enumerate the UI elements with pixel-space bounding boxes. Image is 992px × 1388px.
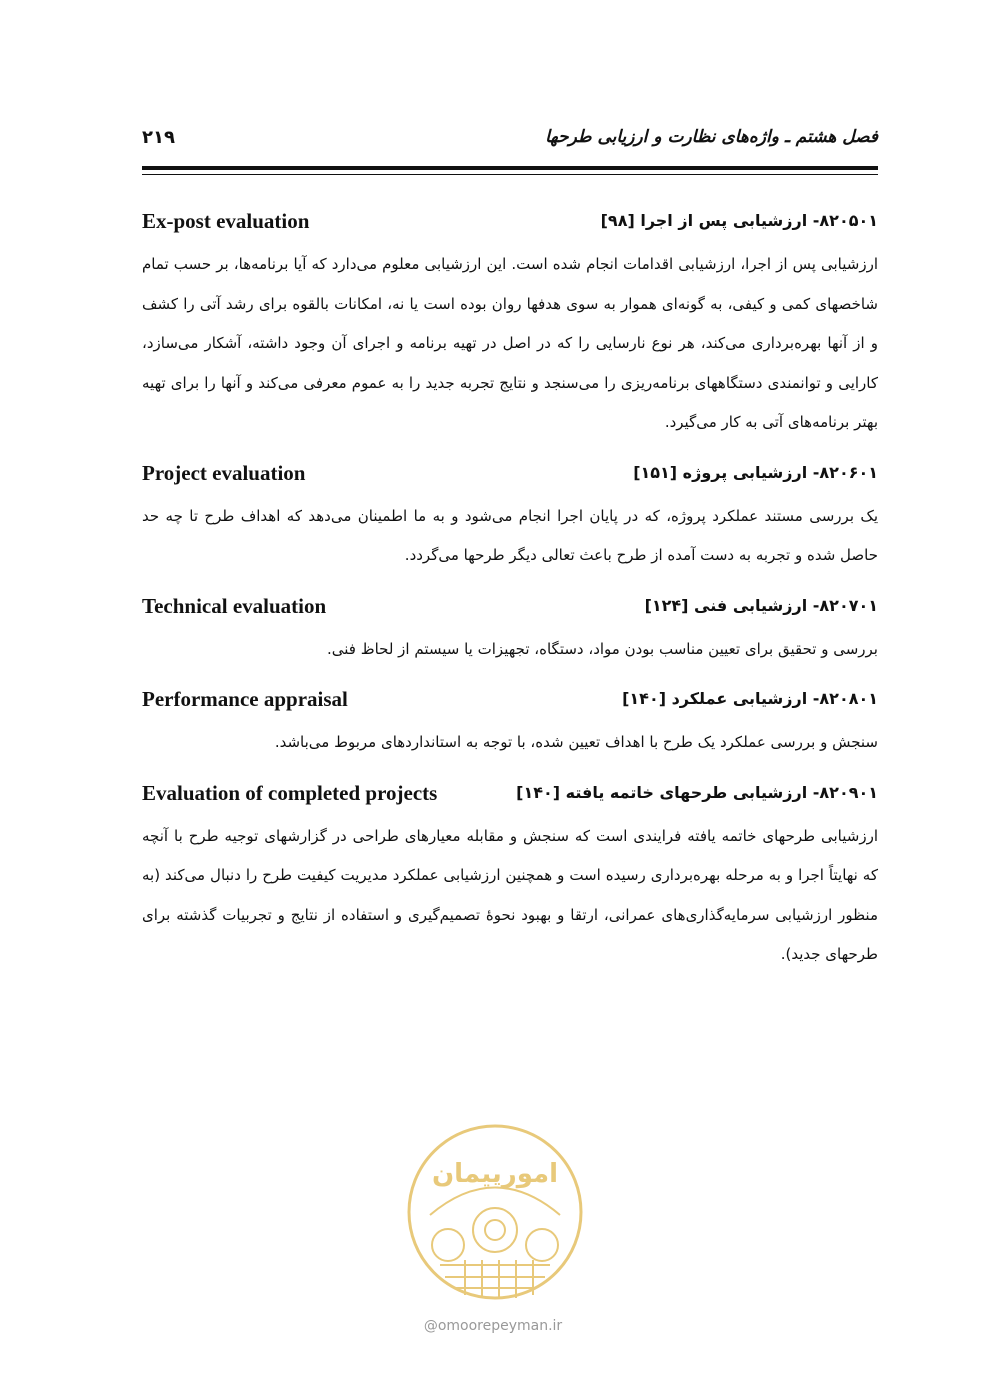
header-rule-thick [142,166,878,170]
entry-definition: سنجش و بررسی عملکرد یک طرح با اهداف تعیین شده، با توجه به استانداردهای مربوط می‌باشد. [274,733,878,751]
watermark-site-text: @omoorepeyman.ir [423,1318,563,1334]
chapter-title: فصل هشتم ـ واژه‌های نظارت و ارزیابی طرحها [545,127,878,147]
entry-definition: یک بررسی مستند عملکرد پروژه، که در پایان اجرا انجام می‌شود و به ما اطمینان می‌دهد که اهداف طرح تا چه حد حاصل شده و تجربه به دست آمده از طرح باعث تعالی دیگر طرحها می‌گردد. [142,506,878,564]
glossary-entry [142,590,878,670]
term-persian: ۸۲۰۹۰۱- ارزشیابی طرحهای خاتمه یافته [۱۴۰] [516,782,878,802]
term-english: Performance appraisal [142,687,348,711]
watermark-logo-icon [400,1120,590,1305]
entry-definition: ارزشیابی پس از اجرا، ارزشیابی اقدامات انجام شده است. این ارزشیابی معلوم می‌دارد که آیا برنامه‌ها، بر حسب تمام شاخصهای کمی و کیفی، به گونه‌ای هموار به سوی هدفها روان بوده است یا نه، امکانات بالقوه برای رشد آتی را کشف و از آنها بهره‌برداری می‌کند، هر نوع نارسایی را که در اصل در تهیه برنامه و اجرای آن وجود داشته، آشکار می‌سازد، کارایی و توانمندی دستگاههای برنامه‌ریزی را می‌سنجد و نتایج تجربه جدید را به عموم معرفی می‌کند و آنها را برای تهیه بهتر برنامه‌های آتی به کار می‌گیرد. [142,255,878,431]
glossary-entry [142,205,878,443]
glossary-entry [142,457,878,576]
term-english: Technical evaluation [142,593,327,618]
term-english: Project evaluation [142,460,306,485]
header-rule-thin [142,174,878,175]
entry-heading [142,590,878,630]
glossary-entry [142,777,878,975]
term-english: Ex-post evaluation [142,209,310,233]
term-english: Evaluation of completed projects [142,780,438,805]
entry-definition: ارزشیابی طرحهای خاتمه یافته فرایندی است که سنجش و مقابله معیارهای طراحی در گزارشهای توجیه طرح با آنچه که نهایتاً اجرا و به مرحله بهره‌برداری رسیده است و همچنین ارزشیابی عملکرد مدیریت کیفیت طرح را دنبال می‌کند (به منظور ارزشیابی سرمایه‌گذاری‌های عمرانی، ارتقا و بهبود نحوهٔ تصمیم‌گیری و استفاده از نتایج و تجربیات گذشته برای طرحهای جدید). [142,826,878,963]
term-persian: ۸۲۰۶۰۱- ارزشیابی پروژه [۱۵۱] [633,462,878,482]
glossary-entries [142,205,878,989]
term-persian: ۸۲۰۷۰۱- ارزشیابی فنی [۱۲۴] [644,595,878,615]
glossary-entry [142,683,878,763]
entry-definition: بررسی و تحقیق برای تعیین مناسب بودن مواد، دستگاه، تجهیزات یا سیستم از لحاظ فنی. [326,639,878,658]
running-head [142,127,878,161]
entry-heading [142,457,878,497]
term-persian: ۸۲۰۸۰۱- ارزشیابی عملکرد [۱۴۰] [622,689,878,708]
entry-heading [142,205,878,245]
page-number: ۲۱۹ [142,127,175,148]
term-persian: ۸۲۰۵۰۱- ارزشیابی پس از اجرا [۹۸] [600,211,878,230]
watermark-logo-text: امورپیمان [431,1159,559,1189]
entry-heading [142,683,878,723]
entry-heading [142,777,878,817]
